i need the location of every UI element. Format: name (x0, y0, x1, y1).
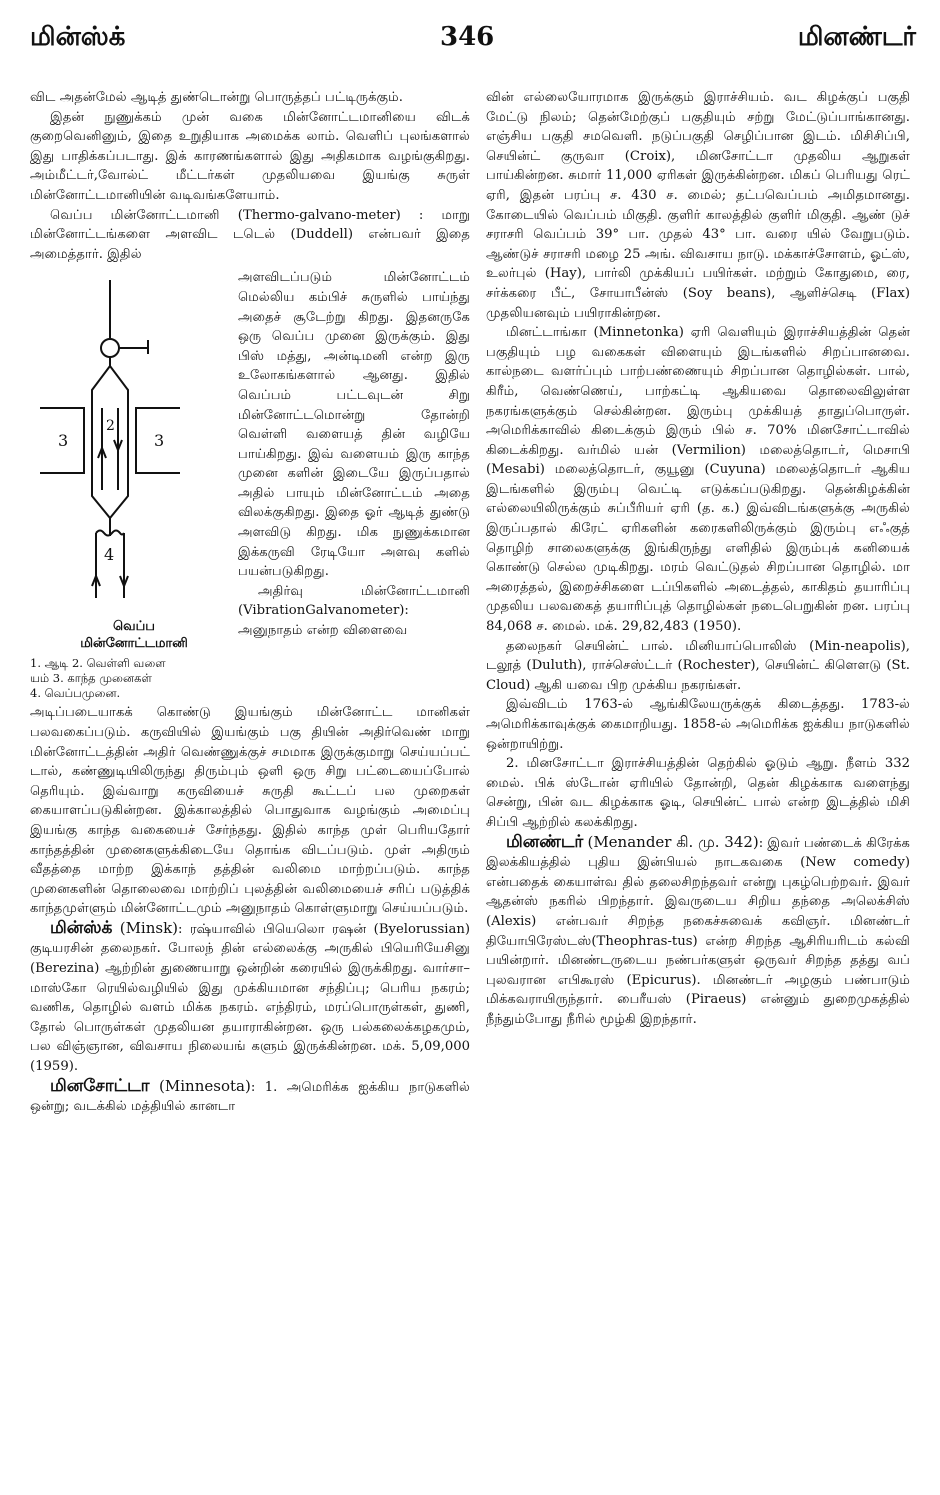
paragraph: இவ்விடம் 1763-ல் ஆங்கிலேயருக்குக் கிடைத்தது. 1783-ல் அமெரிக்காவுக்குக் கைமாறியது. 1858-ல் அமெரிக்க ஐக்கிய நாடுகளில் ஒன்றாயிற்று. (486, 697, 910, 752)
right-column (486, 88, 910, 1030)
legend-line: யம் 3. காந்த முனைகள் (30, 671, 152, 686)
legend-line: 4. வெப்பமுனை. (30, 686, 121, 701)
entry-body: : ரஷ்யாவில் பியெலொ ரஷன் (Byelorussian) குடியரசின் தலைநகர். போலந் தின் எல்லைக்கு அருகில் பியெரியேசினு (Berezina) ஆற்றின் துணையாறு ஒன்றின் கரையில் இருக்கிறது. வார்சா–மாஸ்கோ ரெயில்வழியில் இது முக்கியமான சந்திப்பு; பெரிய நகரம்; வணிக, தொழில் வளம் மிக்க நகரம். எந்திரம், மரப்பொருள்கள், துணி, தோல் பொருள்கள் முதலியன தயாராகின்றன. ஒரு பல்கலைக்கழகமும், பல விஞ்ஞான, விவசாய நிலையங் களும் இருக்கின்றன. மக். 5,09,000 (1959). (30, 921, 470, 1075)
entry-body: : இவர் பண்டைக் கிரேக்க இலக்கியத்தில் புதிய இன்பியல் நாடகவகை (New comedy) என்பதைக் கையாள்வ தில் தலைசிறந்தவர் என்று புகழ்பெற்றவர். இவர் ஆதன்ஸ் நகரில் பிறந்தார். இவருடைய சிறிய தந்தை அலெக்சிஸ் (Alexis) என்பவர் சிறந்த நகைச்சுவைக் கவிஞர். மினண்டர் தியோபிரேஸ்டஸ்(Theophras-tus) என்ற சிறந்த ஆசிரியரிடம் கல்வி பயின்றார். மினண்டருடைய நண்பர்களுள் ஒருவர் சிறந்த தத்து வப் புலவரான எபிகூரஸ் (Epicurus). மினண்டர் அழகும் பண்பாடும் மிக்கவராயிருந்தார். பைரீயஸ் (Piraeus) என்னும் துறைமுகத்தில் நீந்தும்போது நீரில் மூழ்கி இறந்தார். (486, 835, 910, 1027)
page-number: 346 (440, 22, 495, 52)
latin-name: (Menander கி. மு. 342) (587, 832, 759, 851)
headword: மினண்டர் (506, 831, 584, 852)
paragraph: இதன் நுணுக்கம் முன் வகை மின்னோட்டமானியை விடக் குறைவெனினும், இதை உறுதியாக அமைக்க லாம். வெளிப் புலங்களால் இது பாதிக்கப்படாது. இக் காரணங்களால் இது அதிகமாக வழங்குகிறது. அம்மீட்டர்,வோல்ட் மீட்டர்கள் முதலியவை இயங்கு சுருள் மின்னோட்டமானியின் வடிவங்களேயாம். (30, 109, 470, 203)
paragraph: அளவிடப்படும் மின்னோட்டம் மெல்லிய கம்பிச் சுருளில் பாய்ந்து அதைச் சூடேற்று கிறது. இதனருகே ஒரு வெப்ப முனை இருக்கும். இது பிஸ் மத்து, அன்டிமனி என்ற இரு உலோகங்களால் ஆனது. இதில் வெப்பம் பட்டவுடன் சிறு மின்னோட்டமொன்று தோன்றி வெள்ளி வளையத் தின் வழியே பாய்கிறது. இவ் வளையம் இரு காந்த முனை களின் இடையே இருப்பதால் அதில் பாயும் மின்னோட்டம் அதை விலக்குகிறது. இதை ஓர் ஆடித் துண்டு அளவிடு கிறது. மிக நுணுக்கமான இக்கருவி ரேடியோ அளவு களில் பயன்படுகிறது. (238, 270, 470, 580)
figure-legend (30, 656, 238, 701)
figure-side-text (238, 268, 470, 701)
fig-label-3-left: 3 (58, 431, 69, 451)
headword: மினசோட்டா (50, 1075, 150, 1096)
latin-name: (Minsk) (119, 918, 179, 937)
running-head-left: மின்ஸ்க் (30, 22, 126, 52)
legend-line: 1. ஆடி 2. வெள்ளி வளை (30, 656, 166, 671)
figure-caption-title: வெப்ப (113, 619, 155, 635)
paragraph: அடிப்படையாகக் கொண்டு இயங்கும் மின்னோட்ட மானிகள் பலவகைப்படும். கருவியில் இயங்கும் பகு தியின் அதிர்வெண் மாறு மின்னோட்டத்தின் அதிர் வெண்ணுக்குச் சமமாக இருக்குமாறு செய்யப்பட் டால், கண்ணுடியிலிருந்து திரும்பும் ஒளி ஒரு சிறு பட்டையைப்போல் தெரியும். இவ்வாறு கருவியைச் சுருதி கூட்டப் பல முறைகள் கையாளப்படுகின்றன. இக்காலத்தில் பொதுவாக வழங்கும் அமைப்பு இயங்கு காந்த வகையைச் சேர்ந்தது. இதில் காந்த முள் பெரியதோர் காந்தத்தின் முனைகளுக்கிடையே தொங்க விடப்படும். முள் அதிரும் வீதத்தை மாற்ற இக்காந் தத்தின் வலிமை மாற்றப்படும். காந்த முனைகளின் தொலைவை மாற்றிப் புலத்தின் வலிமையைச் சரிப் படுத்திக் காந்தமுள்ளும் மின்னோட்டமும் அனுநாதம் கொள்ளுமாறு செய்யப்படும். (30, 705, 470, 917)
running-head-right: மினண்டர் (797, 22, 916, 52)
left-column (30, 88, 470, 1117)
paragraph: தலைநகர் செயின்ட் பால். மினியாப்பொலிஸ் (Min-neapolis), டலூத் (Duluth), ராச்செஸ்ட்டர் (Rochester), செயின்ட் கிளௌடு (St. Cloud) ஆகி யவை பிற முக்கிய நகரங்கள். (486, 638, 910, 693)
vibration-galvanometer-intro: அதிர்வு மின்னோட்டமானி (VibrationGalvanometer): அனுநாதம் என்ற விளைவை (238, 583, 470, 639)
thermo-galvanometer-intro: வெப்ப மின்னோட்டமானி (Thermo-galvano-meter) : மாறு மின்னோட்டங்களை அளவிட டடெல் (Duddell) என்பவர் இதை அமைத்தார். இதில் (30, 207, 470, 262)
figure (30, 268, 238, 701)
figure-block (30, 268, 470, 701)
fig-label-2: 2 (106, 418, 115, 435)
latin-name: (Minnesota) (159, 1076, 251, 1095)
paragraph: 2. மினசோட்டா இராச்சியத்தின் தெற்கில் ஓடும் ஆறு. நீளம் 332 மைல். பிக் ஸ்டோன் ஏரியில் தோன்றி, தென் கிழக்காக வளைந்து சென்று, பின் வட கிழக்காக ஓடி, செயின்ட் பால் என்ற இடத்தில் மிசி சிப்பி ஆற்றில் கலக்கிறது. (486, 756, 910, 830)
fig-label-3-right: 3 (154, 431, 165, 451)
entry-menander (486, 833, 910, 1030)
entry-minsk (30, 919, 470, 1077)
entry-body: : 1. அமெரிக்க ஐக்கிய நாடுகளில் ஒன்று; வடக்கில் மத்தியில் கானடா (30, 1079, 470, 1115)
fig-label-4: 4 (104, 545, 115, 565)
headword: மின்ஸ்க் (50, 917, 113, 938)
paragraph: வின் எல்லையோரமாக இருக்கும் இராச்சியம். வட கிழக்குப் பகுதி மேட்டு நிலம்; தென்மேற்குப் பகுதியும் சற்று மேட்டுப்பாங்கானது. எஞ்சிய பகுதி சமவெளி. நடுப்பகுதி செழிப்பான இடம். மிசிசிப்பி, செயின்ட் குருவா (Croix), மினசோட்டா முதலிய ஆறுகள் பாய்கின்றன. சுமார் 11,000 ஏரிகள் இருக்கின்றன. மிகப் பெரியது ரெட் ஏரி, இதன் பரப்பு ச. 430 ச. மைல்; தட்பவெப்பம் அமிதமானது. கோடையில் வெப்பம் மிகுதி. குளிர் காலத்தில் குளிர் மிகுதி. ஆண் டுச் சராசரி வெப்பம் 39° பா. முதல் 43° பா. வரை யில் வேறுபடும். ஆண்டுச் சராசரி மழை 25 அங். விவசாய நாடு. மக்காச்சோளம், ஓட்ஸ், உலர்புல் (Hay), பார்லி முக்கியப் பயிர்கள். மற்றும் கோதுமை, ரை, சர்க்கரை பீட், சோயாபீன்ஸ் (Soy beans), ஆளிச்செடி (Flax) முதலியனவும் பயிராகின்றன. (486, 90, 910, 321)
paragraph: மினட்டாங்கா (Minnetonka) ஏரி வெளியும் இராச்சியத்தின் தென் பகுதியும் பழ வகைகள் விளையும் இடங்களில் சிறப்பானவை. கால்நடை வளர்ப்பும் பாற்பண்ணையும் சிறப்பான தொழில்கள். பால், கிரீம், வெண்ணெய், பாற்கட்டி ஆகியவை தொலைவிலுள்ள நகரங்களுக்கும் செல்கின்றன. இரும்பு முக்கியத் தாதுப்பொருள். அமெரிக்காவில் கிடைக்கும் இரும் பில் ச. 70% மினசோட்டாவில் கிடைக்கிறது. வர்மில் யன் (Vermilion) மலைத்தொடர், மெசாபி (Mesabi) மலைத்தொடர், குயூனு (Cuyuna) மலைத்தொடர் ஆகிய இடங்களில் இரும்பு வெட்டி எடுக்கப்படுகிறது. தென்கிழக்கின் எல்லையிலிருக்கும் சுப்பீரியர் ஏரி (த. க.) இவ்விடங்களுக்கு அருகில் இருப்பதால் கிரேட் ஏரிகளின் கரைகளிலிருக்கும் இரும்பு எஃகுத் தொழிற் சாலைகளுக்கு இங்கிருந்து எளிதில் இரும்புக் கனியைக் கொண்டு செல்ல முடிகிறது. மரம் வெட்டுதல் சிறப்பான தொழில். மா அரைத்தல், இறைச்சிகளை டப்பிகளில் அடைத்தல், காகிதம் தயாரிப்பு முதலிய பலவகைத் தயாரிப்புத் தொழில்கள் நடைபெறுகின் றன. பரப்பு 84,068 ச. மைல். மக். 29,82,483 (1950). (486, 325, 910, 635)
figure-caption-title: மின்னோட்டமானி (80, 636, 188, 652)
paragraph: விட அதன்மேல் ஆடித் துண்டொன்று பொருத்தப் பட்டிருக்கும். (30, 90, 403, 105)
entry-minnesota (30, 1077, 470, 1117)
thermo-galvanometer-diagram (30, 268, 230, 618)
